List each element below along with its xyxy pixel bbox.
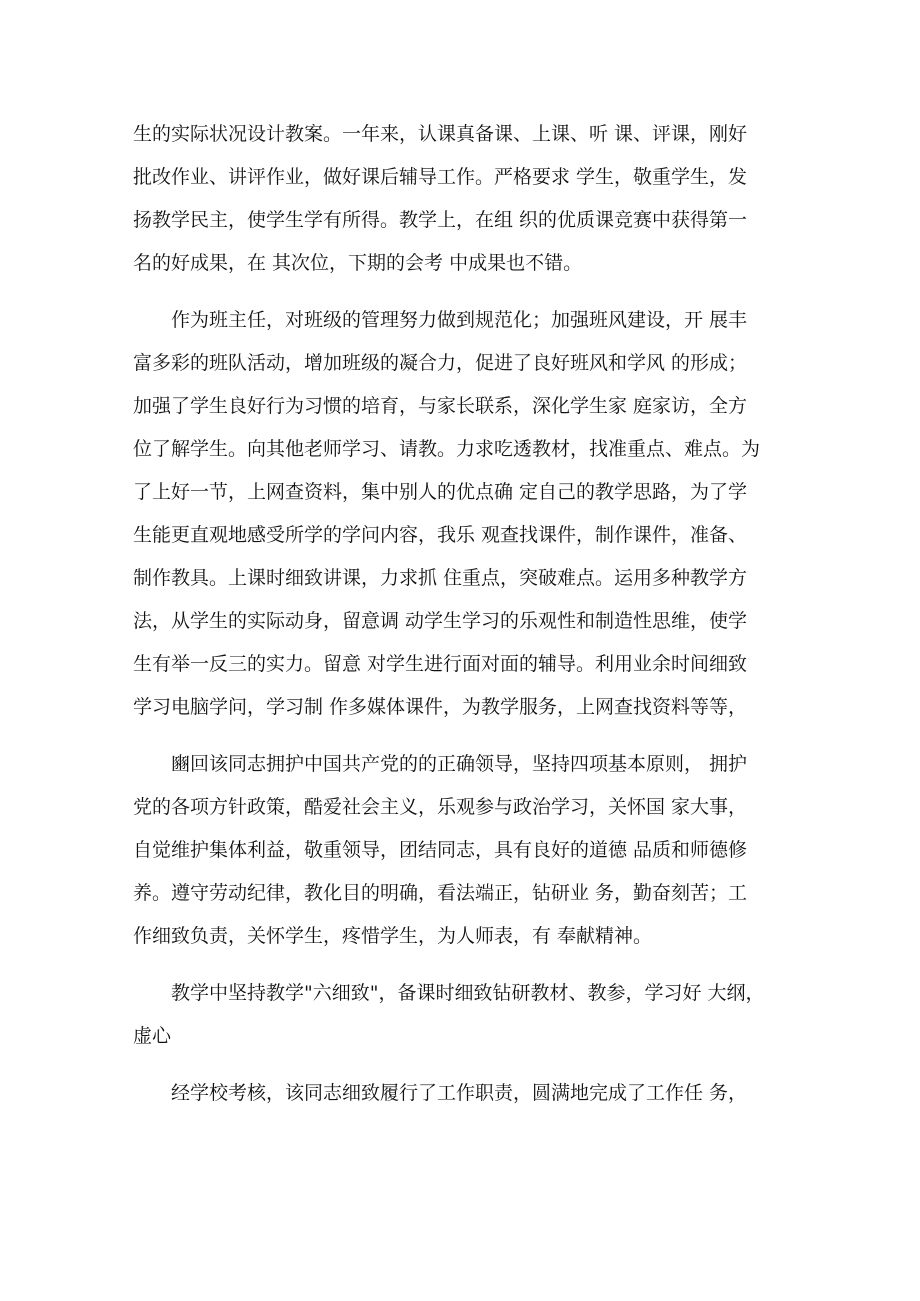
text-line: 加强了学生良好行为习惯的培育，与家长联系，深化学生家 庭家访，全方 <box>133 395 748 417</box>
paragraph-class-teacher <box>133 299 793 729</box>
text-line: 学习电脑学问，学习制 作多媒体课件，为教学服务，上网查找资料等等， <box>133 696 748 718</box>
text-line: 养。遵守劳动纪律，教化目的明确，看法端正，钻研业 务，勤奋刻苦；工 <box>133 882 748 904</box>
text-line: 批改作业、讲评作业，做好课后辅导工作。严格要求 学生，敬重学生，发 <box>133 166 748 188</box>
text-line: 了上好一节，上网查资料，集中别人的优点确 定自己的教学思路，为了学 <box>133 481 748 503</box>
document-body <box>133 113 793 1121</box>
text-line: 扬教学民主，使学生学有所得。教学上，在组 织的优质课竞赛中获得第一 <box>133 209 748 231</box>
text-line: 经学校考核，该同志细致履行了工作职责，圆满地完成了工作任 务， <box>171 1082 748 1104</box>
text-line: 作为班主任，对班级的管理努力做到规范化；加强班风建设，开 展丰 <box>171 309 748 331</box>
text-line: 制作教具。上课时细致讲课，力求抓 住重点，突破难点。运用多种教学方 <box>133 567 748 589</box>
text-line: 作细致负责，关怀学生，疼惜学生，为人师表，有 奉献精神。 <box>133 925 653 947</box>
paragraph-political-conduct <box>133 743 793 958</box>
text-line: 党的各项方针政策，酷爱社会主义，乐观参与政治学习，关怀国 家大事， <box>133 796 748 818</box>
text-line: 豳回该同志拥护中国共产党的的正确领导，坚持四项基本原则， 拥护 <box>171 753 748 775</box>
text-line: 生的实际状况设计教案。一年来，认课真备课、上课、听 课、评课，刚好 <box>133 123 748 145</box>
paragraph-six-details <box>133 972 793 1058</box>
text-line: 法，从学生的实际动身，留意调 动学生学习的乐观性和制造性思维，使学 <box>133 610 748 632</box>
text-line: 富多彩的班队活动，增加班级的凝合力，促进了良好班风和学风 的形成； <box>133 352 748 374</box>
text-line: 生有举一反三的实力。留意 对学生进行面对面的辅导。利用业余时间细致 <box>133 653 748 675</box>
text-line: 自觉维护集体利益，敬重领导，团结同志，具有良好的道德 品质和师德修 <box>133 839 748 861</box>
paragraph-assessment <box>133 1072 793 1115</box>
text-line: 虚心 <box>133 1025 172 1047</box>
text-line: 教学中坚持教学"六细致"，备课时细致钻研教材、教参，学习好 大纲， <box>171 982 765 1004</box>
paragraph-teaching-summary <box>133 113 793 285</box>
text-line: 生能更直观地感受所学的学问内容，我乐 观查找课件，制作课件，准备、 <box>133 524 748 546</box>
text-line: 位了解学生。向其他老师学习、请教。力求吃透教材，找准重点、难点。为 <box>133 438 761 460</box>
text-line: 名的好成果，在 其次位，下期的会考 中成果也不错。 <box>133 252 583 274</box>
